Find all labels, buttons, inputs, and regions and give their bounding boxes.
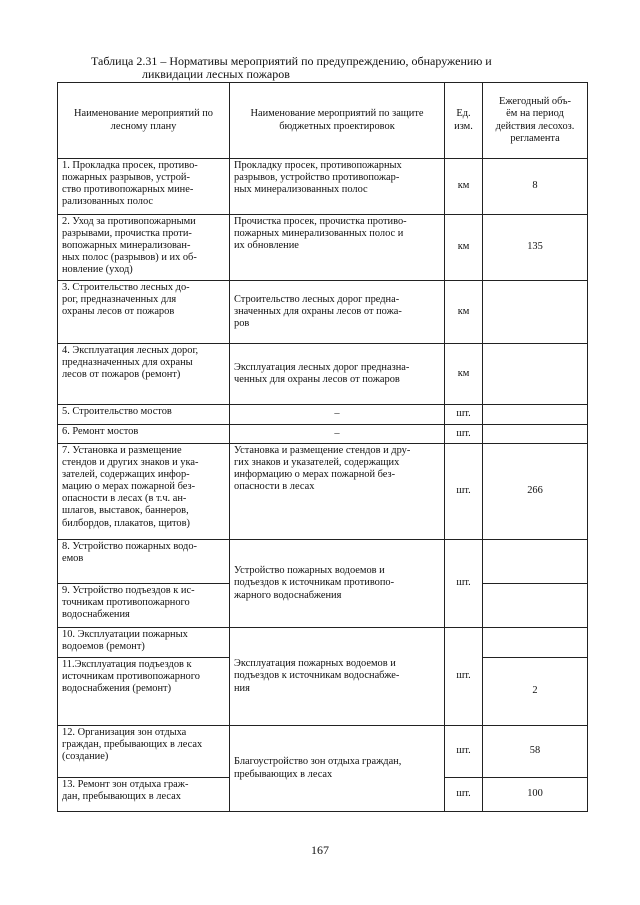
cell-text-line: источникам противопожарного	[62, 671, 200, 683]
measure-name-cell	[58, 658, 230, 726]
cell-text-line: шлагов, выставок, баннеров,	[62, 505, 189, 517]
table-caption-line-1: Таблица 2.31 – Нормативы мероприятий по предупреждению, обнаружению и	[91, 54, 492, 68]
page-number: 167	[311, 843, 329, 857]
cell-text-line: изм.	[454, 120, 473, 132]
header-measure-name	[58, 83, 230, 159]
cell-text-line: 8. Устройство пожарных водо-	[62, 541, 198, 552]
volume-cell	[483, 281, 588, 344]
budget-measure-cell	[230, 540, 445, 628]
cell-text-line: емов	[62, 553, 84, 565]
unit-cell: шт.	[445, 405, 483, 425]
measure-name-cell	[58, 540, 230, 584]
cell-text-line: Эксплуатация пожарных водоемов и	[234, 658, 396, 670]
cell-text-line: ния	[234, 682, 250, 694]
unit-cell: шт.	[445, 778, 483, 812]
cell-text-line: пожарных минерализованных полос и	[234, 228, 404, 240]
budget-measure-cell	[230, 444, 445, 540]
table-row	[58, 540, 588, 584]
cell-text-line: их обновление	[234, 240, 299, 252]
volume-cell: 58	[483, 726, 588, 778]
budget-measure-cell	[230, 628, 445, 726]
table-row	[58, 159, 588, 215]
fire-measures-table	[57, 82, 588, 812]
cell-text-line: лесов от пожаров (ремонт)	[62, 369, 181, 381]
measure-name-cell	[58, 444, 230, 540]
cell-text-line: подъездов к источникам водоснабже-	[234, 670, 400, 682]
budget-measure-cell	[230, 215, 445, 281]
cell-text-line: разрывами, прочистка проти-	[62, 228, 192, 240]
cell-text-line: информацию о мерах пожарной без-	[234, 469, 396, 481]
cell-text-line: Благоустройство зон отдыха граждан,	[234, 756, 402, 768]
unit-cell: км	[445, 215, 483, 281]
measure-name-cell	[58, 726, 230, 778]
cell-text-line: ство противопожарных мине-	[62, 184, 194, 196]
table-row	[58, 281, 588, 344]
cell-text-line: 4. Эксплуатация лесных дорог,	[62, 345, 199, 356]
cell-text-line: билбордов, плакатов, щитов)	[62, 517, 190, 529]
cell-text-line: жарного водоснабжения	[234, 589, 342, 601]
cell-text-line: стендов и других знаков и ука-	[62, 457, 199, 469]
measure-name-cell	[58, 584, 230, 628]
cell-text-line: Строительство лесных дорог предна-	[234, 293, 400, 305]
volume-cell: 100	[483, 778, 588, 812]
cell-text-line: мацию о мерах пожарной без-	[62, 481, 196, 493]
cell-text-line: дан, пребывающих в лесах	[62, 791, 181, 803]
header-annual-volume	[483, 83, 588, 159]
cell-text-line: водоемов (ремонт)	[62, 641, 145, 653]
cell-text-line: вопожарных минерализован-	[62, 240, 191, 252]
table-row	[58, 726, 588, 778]
budget-measure-cell	[230, 344, 445, 405]
table-row	[58, 405, 588, 425]
volume-cell	[483, 540, 588, 584]
cell-text-line: водоснабжения (ремонт)	[62, 683, 172, 695]
cell-text-line: 13. Ремонт зон отдыха граж-	[62, 779, 189, 790]
cell-text-line: Ежегодный объ-	[499, 96, 571, 108]
volume-cell: 266	[483, 444, 588, 540]
cell-text-line: 1. Прокладка просек, противо-	[62, 160, 198, 171]
cell-text-line: водоснабжения	[62, 609, 130, 621]
volume-cell: 135	[483, 215, 588, 281]
table-row	[58, 444, 588, 540]
cell-text-line: Эксплуатация лесных дорог предназна-	[234, 361, 410, 373]
cell-text-line: Прокладку просек, противопожарных	[234, 160, 402, 171]
unit-cell: шт.	[445, 540, 483, 628]
budget-measure-cell	[230, 159, 445, 215]
cell-text-line: (создание)	[62, 751, 109, 763]
volume-cell	[483, 344, 588, 405]
unit-cell: км	[445, 344, 483, 405]
cell-text-line: 7. Установка и размещение	[62, 445, 182, 456]
unit-cell: км	[445, 159, 483, 215]
cell-text-line: Установка и размещение стендов и дру-	[234, 445, 411, 456]
header-budget-measure	[230, 83, 445, 159]
cell-text-line: опасности в лесах	[234, 481, 315, 493]
measure-name-cell	[58, 425, 230, 444]
table-row	[58, 344, 588, 405]
cell-text-line: ченных для охраны лесов от пожаров	[234, 374, 400, 385]
cell-text-line: 5. Строительство мостов	[62, 406, 172, 417]
cell-text-line: Прочистка просек, прочистка противо-	[234, 216, 407, 227]
table-row	[58, 628, 588, 658]
cell-text-line: охраны лесов от пожаров	[62, 306, 175, 318]
cell-text-line: пожарных разрывов, устрой-	[62, 172, 190, 184]
cell-text-line: 10. Эксплуатации пожарных	[62, 629, 188, 640]
unit-cell: шт.	[445, 444, 483, 540]
cell-text-line: опасности в лесах (в т.ч. ан-	[62, 493, 187, 505]
table-row	[58, 425, 588, 444]
volume-cell	[483, 405, 588, 425]
measure-name-cell	[58, 405, 230, 425]
budget-measure-cell	[230, 726, 445, 812]
cell-text-line: ров	[234, 318, 250, 330]
cell-text-line: пребывающих в лесах	[234, 768, 333, 780]
cell-text-line: Наименование мероприятий по защите	[250, 108, 424, 120]
cell-text-line: разрывов, устройство противопожар-	[234, 172, 400, 184]
cell-text-line: новление (уход)	[62, 264, 133, 276]
cell-text-line: ём на период	[506, 108, 564, 120]
header-unit	[445, 83, 483, 159]
unit-cell: шт.	[445, 726, 483, 778]
cell-text-line: рализованных полос	[62, 196, 154, 208]
measure-name-cell	[58, 628, 230, 658]
cell-text-line: граждан, пребывающих в лесах	[62, 739, 203, 751]
budget-measure-cell: –	[230, 405, 445, 425]
cell-text-line: 9. Устройство подъездов к ис-	[62, 585, 195, 596]
cell-text-line: 11.Эксплуатация подъездов к	[62, 659, 192, 670]
cell-text-line: ных минерализованных полос	[234, 184, 368, 196]
cell-text-line: 6. Ремонт мостов	[62, 426, 139, 437]
cell-text-line: зателей, содержащих инфор-	[62, 469, 190, 481]
budget-measure-cell: –	[230, 425, 445, 444]
cell-text-line: Наименование мероприятий по	[73, 108, 214, 120]
table-row	[58, 215, 588, 281]
volume-cell: 2	[483, 658, 588, 726]
measure-name-cell	[58, 344, 230, 405]
cell-text-line: 3. Строительство лесных до-	[62, 282, 190, 293]
cell-text-line: подъездов к источникам противопо-	[234, 577, 395, 589]
table-header-row	[58, 83, 588, 159]
cell-text-line: ных полос (разрывов) и их об-	[62, 252, 197, 264]
volume-cell	[483, 584, 588, 628]
unit-cell: шт.	[445, 628, 483, 726]
cell-text-line: рог, предназначенных для	[62, 294, 177, 306]
cell-text-line: регламента	[510, 132, 560, 144]
unit-cell: км	[445, 281, 483, 344]
cell-text-line: бюджетных проектировок	[279, 120, 395, 132]
measure-name-cell	[58, 159, 230, 215]
measure-name-cell	[58, 778, 230, 812]
budget-measure-cell	[230, 281, 445, 344]
cell-text-line: значенных для охраны лесов от пожа-	[234, 305, 402, 317]
volume-cell	[483, 628, 588, 658]
cell-text-line: лесному плану	[110, 120, 177, 132]
measure-name-cell	[58, 215, 230, 281]
volume-cell: 8	[483, 159, 588, 215]
table-caption-line-2: ликвидации лесных пожаров	[142, 67, 290, 81]
unit-cell: шт.	[445, 425, 483, 444]
measure-name-cell	[58, 281, 230, 344]
cell-text-line: гих знаков и указателей, содержащих	[234, 457, 400, 469]
cell-text-line: 2. Уход за противопожарными	[62, 216, 196, 227]
cell-text-line: предназначенных для охраны	[62, 357, 193, 369]
cell-text-line: Устройство пожарных водоемов и	[234, 565, 385, 577]
cell-text-line: Ед.	[456, 108, 471, 120]
volume-cell	[483, 425, 588, 444]
cell-text-line: точникам противопожарного	[62, 597, 190, 609]
cell-text-line: действия лесохоз.	[495, 120, 575, 132]
cell-text-line: 12. Организация зон отдыха	[62, 727, 187, 738]
